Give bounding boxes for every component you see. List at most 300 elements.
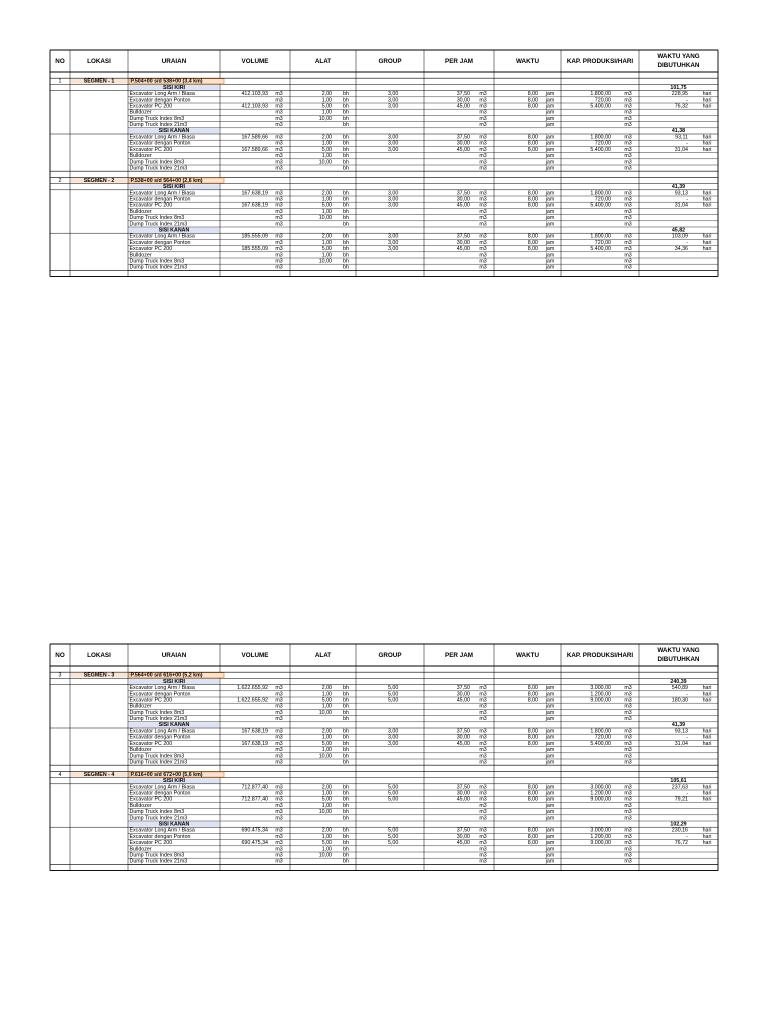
per-jam-unit: m3 [479,802,487,809]
waktu-dibutuhkan-value: - [686,691,688,698]
segment-number: 3 [58,672,62,679]
header-alat: ALAT [314,652,332,659]
segment-number: 1 [58,78,62,85]
alat-unit: bh [343,709,349,716]
per-jam-unit: m3 [479,134,487,141]
alat-value: 1,00 [321,734,332,741]
waktu-dibutuhkan-unit: hari [702,239,712,246]
kap-produksi-unit: m3 [624,252,632,259]
segment-name: SEGMEN - 2 [83,177,115,184]
volume-unit: m3 [275,709,283,716]
table-row [130,809,632,815]
waktu-unit: jam [545,252,555,259]
per-jam-unit: m3 [479,846,487,853]
kap-produksi-unit: m3 [624,709,632,716]
segment-number: 4 [58,771,62,778]
side-title: SISI KANAN [158,722,190,729]
per-jam-value: 45,00 [456,202,470,209]
per-jam-value: 37,50 [456,685,470,692]
volume-unit: m3 [275,202,283,209]
per-jam-value: 30,00 [456,140,470,147]
volume-unit: m3 [275,815,283,822]
waktu-dibutuhkan-value: - [686,734,688,741]
table-row [130,135,712,141]
per-jam-unit: m3 [479,122,487,129]
kap-produksi-value: 1.200,00 [590,691,611,698]
header-uraian: URAIAN [161,58,187,65]
waktu-dibutuhkan-value: 76,32 [674,103,688,110]
waktu-value: 8,00 [527,134,538,141]
equipment-name: Excavator dengan Ponton [129,196,191,203]
side-total-days: 41,38 [671,128,686,135]
alat-unit: bh [343,159,349,166]
per-jam-unit: m3 [479,109,487,116]
equipment-name: Dump Truck Index 8m3 [129,852,185,859]
group-value: 3,00 [388,140,399,147]
side-total-days: 240,39 [670,678,687,685]
side-title: SISI KIRI [162,84,186,91]
waktu-unit: jam [545,159,555,166]
waktu-dibutuhkan-value: 93,13 [674,728,688,735]
waktu-unit: jam [545,202,555,209]
waktu-dibutuhkan-unit: hari [702,196,712,203]
per-jam-unit: m3 [479,697,487,704]
segment-range: P.504+00 s/d 538+00 (3,4 km) [130,78,203,85]
table-row [130,91,712,97]
per-jam-unit: m3 [479,146,487,153]
alat-value: 10,00 [318,115,332,122]
waktu-dibutuhkan-unit: hari [702,190,712,197]
waktu-value: 8,00 [527,196,538,203]
per-jam-unit: m3 [479,840,487,847]
table-row [130,791,712,797]
table-row [130,834,712,840]
alat-unit: bh [343,146,349,153]
equipment-name: Excavator PC 200 [129,796,173,803]
kap-produksi-value: 5.400,00 [590,103,611,110]
per-jam-value: 30,00 [456,691,470,698]
waktu-dibutuhkan-value: 230,16 [671,827,688,834]
kap-produksi-value: 720,00 [594,97,611,104]
volume-unit: m3 [275,685,283,692]
kap-produksi-unit: m3 [624,202,632,209]
waktu-unit: jam [545,153,555,160]
volume-value: 167.638,19 [241,740,268,747]
header-lokasi: LOKASI [87,652,111,659]
waktu-unit: jam [545,140,555,147]
equipment-name: Bulldozer [129,747,152,754]
alat-unit: bh [343,691,349,698]
alat-value: 5,00 [321,202,332,209]
equipment-name: Dump Truck Index 8m3 [129,159,185,166]
waktu-value: 8,00 [527,784,538,791]
table-row [130,859,632,865]
alat-unit: bh [343,165,349,172]
per-jam-unit: m3 [479,140,487,147]
equipment-name: Dump Truck Index 8m3 [129,258,185,265]
volume-unit: m3 [275,802,283,809]
alat-unit: bh [343,103,349,110]
kap-produksi-unit: m3 [624,790,632,797]
side-title: SISI KIRI [162,678,186,685]
waktu-unit: jam [545,740,555,747]
kap-produksi-value: 9.000,00 [590,697,611,704]
volume-unit: m3 [275,233,283,240]
segment-name: SEGMEN - 4 [83,771,115,778]
kap-produksi-unit: m3 [624,190,632,197]
kap-produksi-unit: m3 [624,109,632,116]
header-lokasi: LOKASI [87,58,111,65]
waktu-dibutuhkan-unit: hari [702,691,712,698]
kap-produksi-unit: m3 [624,685,632,692]
waktu-dibutuhkan-unit: hari [702,103,712,110]
equipment-name: Dump Truck Index 21m3 [129,815,188,822]
kap-produksi-unit: m3 [624,258,632,265]
kap-produksi-value: 720,00 [594,734,611,741]
segment-2 [59,178,712,271]
group-value: 3,00 [388,97,399,104]
equipment-name: Bulldozer [129,109,152,116]
alat-value: 10,00 [318,215,332,222]
alat-value: 1,00 [321,790,332,797]
alat-unit: bh [343,840,349,847]
waktu-value: 8,00 [527,146,538,153]
volume-unit: m3 [275,221,283,228]
per-jam-value: 37,50 [456,190,470,197]
per-jam-value: 37,50 [456,784,470,791]
per-jam-value: 30,00 [456,734,470,741]
segment-range: P.564+00 s/d 616+00 (5,2 km) [130,672,203,679]
volume-unit: m3 [275,239,283,246]
per-jam-unit: m3 [479,703,487,710]
table-row [130,259,632,265]
alat-value: 10,00 [318,709,332,716]
kap-produksi-unit: m3 [624,858,632,865]
header-kap-produksi: KAP. PRODUKSI/HARI [566,58,634,65]
per-jam-unit: m3 [479,815,487,822]
volume-unit: m3 [275,252,283,259]
kap-produksi-unit: m3 [624,196,632,203]
kap-produksi-unit: m3 [624,809,632,816]
alat-value: 10,00 [318,258,332,265]
waktu-unit: jam [545,115,555,122]
alat-unit: bh [343,264,349,271]
header-waktu-dibutuhkan-1: WAKTU YANG [657,53,700,60]
table-row [130,685,712,691]
equipment-name: Excavator Long Arm / Biasa [129,784,195,791]
waktu-unit: jam [545,165,555,172]
waktu-unit: jam [545,215,555,222]
per-jam-value: 45,00 [456,697,470,704]
waktu-unit: jam [545,258,555,265]
volume-unit: m3 [275,134,283,141]
waktu-dibutuhkan-unit: hari [702,790,712,797]
kap-produksi-value: 5.400,00 [590,246,611,253]
alat-unit: bh [343,759,349,766]
per-jam-value: 45,00 [456,146,470,153]
waktu-dibutuhkan-unit: hari [702,233,712,240]
waktu-value: 8,00 [527,827,538,834]
segment-name: SEGMEN - 1 [83,78,115,85]
kap-produksi-unit: m3 [624,134,632,141]
alat-value: 1,00 [321,153,332,160]
table-row [130,698,712,704]
waktu-dibutuhkan-unit: hari [702,796,712,803]
waktu-unit: jam [545,815,555,822]
side-total-days: 45,82 [671,227,686,234]
waktu-unit: jam [545,734,555,741]
kap-produksi-unit: m3 [624,796,632,803]
table-row [130,252,632,258]
alat-value: 1,00 [321,140,332,147]
waktu-dibutuhkan-value: 34,36 [674,246,688,253]
kap-produksi-unit: m3 [624,697,632,704]
alat-value: 1,00 [321,97,332,104]
volume-unit: m3 [275,146,283,153]
waktu-dibutuhkan-value: 93,13 [674,190,688,197]
segment-1 [59,79,712,172]
kap-produksi-unit: m3 [624,759,632,766]
waktu-dibutuhkan-unit: hari [702,697,712,704]
equipment-name: Excavator PC 200 [129,202,173,209]
alat-unit: bh [343,753,349,760]
alat-unit: bh [343,846,349,853]
group-value: 5,00 [388,790,399,797]
kap-produksi-value: 1.800,00 [590,190,611,197]
waktu-unit: jam [545,264,555,271]
side-total-days: 101,75 [670,84,687,91]
alat-value: 5,00 [321,103,332,110]
alat-value: 1,00 [321,833,332,840]
per-jam-unit: m3 [479,215,487,222]
table-row [130,828,712,834]
header-no: NO [55,652,65,659]
volume-unit: m3 [275,809,283,816]
waktu-unit: jam [545,728,555,735]
equipment-name: Excavator Long Arm / Biasa [129,134,195,141]
group-value: 5,00 [388,833,399,840]
group-value: 3,00 [388,246,399,253]
equipment-name: Bulldozer [129,153,152,160]
equipment-name: Bulldozer [129,802,152,809]
group-value: 5,00 [388,697,399,704]
volume-value: 712.877,40 [241,784,268,791]
table-row [130,853,632,859]
alat-unit: bh [343,122,349,129]
header-kap-produksi: KAP. PRODUKSI/HARI [566,652,634,659]
alat-value: 5,00 [321,796,332,803]
kap-produksi-unit: m3 [624,846,632,853]
group-value: 3,00 [388,91,399,98]
kap-produksi-unit: m3 [624,122,632,129]
equipment-name: Dump Truck Index 8m3 [129,215,185,222]
table-row [130,840,712,846]
waktu-dibutuhkan-value: 76,72 [674,840,688,847]
kap-produksi-value: 3.000,00 [590,827,611,834]
segment-number: 2 [58,177,62,184]
per-jam-unit: m3 [479,809,487,816]
volume-value: 1.622.655,92 [237,697,268,704]
waktu-unit: jam [545,747,555,754]
alat-value: 2,00 [321,233,332,240]
kap-produksi-unit: m3 [624,239,632,246]
kap-produksi-value: 1.800,00 [590,134,611,141]
side-total-days: 41,39 [671,184,686,190]
table-row [130,203,712,209]
volume-unit: m3 [275,115,283,122]
alat-value: 1,00 [321,196,332,203]
kap-produksi-unit: m3 [624,208,632,215]
waktu-dibutuhkan-unit: hari [702,202,712,209]
per-jam-unit: m3 [479,103,487,110]
header-alat: ALAT [314,58,332,65]
waktu-unit: jam [545,703,555,710]
equipment-name: Bulldozer [129,252,152,259]
kap-produksi-unit: m3 [624,691,632,698]
equipment-name: Dump Truck Index 8m3 [129,115,185,122]
header-volume: VOLUME [241,652,269,659]
waktu-dibutuhkan-value: 103,09 [671,233,688,240]
waktu-unit: jam [545,97,555,104]
volume-unit: m3 [275,97,283,104]
alat-unit: bh [343,258,349,265]
waktu-dibutuhkan-value: - [686,97,688,104]
equipment-name: Dump Truck Index 21m3 [129,165,188,172]
alat-value: 5,00 [321,246,332,253]
waktu-unit: jam [545,146,555,153]
per-jam-unit: m3 [479,716,487,723]
kap-produksi-unit: m3 [624,728,632,735]
alat-unit: bh [343,239,349,246]
volume-unit: m3 [275,846,283,853]
alat-unit: bh [343,809,349,816]
waktu-value: 8,00 [527,691,538,698]
waktu-unit: jam [545,833,555,840]
equipment-name: Excavator Long Arm / Biasa [129,91,195,98]
side-title: SISI KANAN [158,821,190,828]
waktu-unit: jam [545,759,555,766]
per-jam-unit: m3 [479,165,487,172]
waktu-unit: jam [545,246,555,253]
alat-value: 5,00 [321,840,332,847]
per-jam-unit: m3 [479,153,487,160]
alat-value: 2,00 [321,685,332,692]
header-per-jam: PER JAM [445,58,473,65]
equipment-name: Dump Truck Index 21m3 [129,264,188,271]
per-jam-unit: m3 [479,709,487,716]
waktu-dibutuhkan-unit: hari [702,91,712,98]
group-value: 5,00 [388,796,399,803]
kap-produksi-unit: m3 [624,140,632,147]
group-value: 3,00 [388,190,399,197]
side-total-days: 102,29 [670,821,687,828]
kap-produksi-unit: m3 [624,802,632,809]
group-value: 3,00 [388,734,399,741]
waktu-dibutuhkan-value: - [686,140,688,147]
alat-unit: bh [343,202,349,209]
waktu-value: 8,00 [527,685,538,692]
waktu-unit: jam [545,691,555,698]
table-row [130,735,712,741]
equipment-name: Excavator dengan Ponton [129,734,191,741]
kap-produksi-value: 5.400,00 [590,146,611,153]
equipment-name: Excavator PC 200 [129,103,173,110]
table-row [130,710,632,716]
alat-unit: bh [343,109,349,116]
per-jam-unit: m3 [479,258,487,265]
alat-value: 2,00 [321,190,332,197]
alat-unit: bh [343,716,349,723]
alat-value: 2,00 [321,134,332,141]
waktu-unit: jam [545,103,555,110]
kap-produksi-unit: m3 [624,215,632,222]
group-value: 3,00 [388,103,399,110]
alat-unit: bh [343,815,349,822]
waktu-unit: jam [545,685,555,692]
volume-value: 690.475,34 [241,840,268,847]
waktu-dibutuhkan-unit: hari [702,134,712,141]
waktu-dibutuhkan-value: - [686,239,688,246]
table-row [130,197,712,203]
volume-unit: m3 [275,827,283,834]
side-title: SISI KANAN [158,227,190,234]
volume-unit: m3 [275,833,283,840]
waktu-unit: jam [545,796,555,803]
waktu-dibutuhkan-unit: hari [702,246,712,253]
volume-value: 185.555,09 [241,246,268,253]
per-jam-unit: m3 [479,115,487,122]
alat-value: 1,00 [321,802,332,809]
waktu-unit: jam [545,190,555,197]
kap-produksi-value: 1.800,00 [590,728,611,735]
kap-produksi-unit: m3 [624,246,632,253]
segment-name: SEGMEN - 3 [83,672,115,679]
alat-unit: bh [343,190,349,197]
waktu-dibutuhkan-unit: hari [702,784,712,791]
equipment-name: Bulldozer [129,208,152,215]
alat-value: 10,00 [318,753,332,760]
group-value: 5,00 [388,840,399,847]
per-jam-unit: m3 [479,202,487,209]
per-jam-unit: m3 [479,685,487,692]
kap-produksi-value: 720,00 [594,239,611,246]
alat-value: 10,00 [318,159,332,166]
group-value: 3,00 [388,239,399,246]
waktu-unit: jam [545,858,555,865]
volume-value: 412.103,93 [241,91,268,98]
volume-unit: m3 [275,858,283,865]
waktu-unit: jam [545,239,555,246]
waktu-value: 8,00 [527,790,538,797]
per-jam-value: 37,50 [456,91,470,98]
waktu-dibutuhkan-value: 79,21 [674,796,688,803]
header-waktu-dibutuhkan-1: WAKTU YANG [657,647,700,654]
waktu-dibutuhkan-value: 31,04 [674,740,688,747]
per-jam-value: 37,50 [456,827,470,834]
per-jam-unit: m3 [479,221,487,228]
waktu-unit: jam [545,122,555,129]
table-row [130,815,632,821]
segment-4 [59,772,712,865]
header-waktu-dibutuhkan-2: DIBUTUHKAN [657,656,700,663]
waktu-dibutuhkan-value: 180,30 [671,697,688,704]
per-jam-unit: m3 [479,196,487,203]
alat-unit: bh [343,115,349,122]
alat-unit: bh [343,703,349,710]
group-value: 3,00 [388,728,399,735]
alat-value: 1,00 [321,208,332,215]
table-header-row [55,647,700,663]
